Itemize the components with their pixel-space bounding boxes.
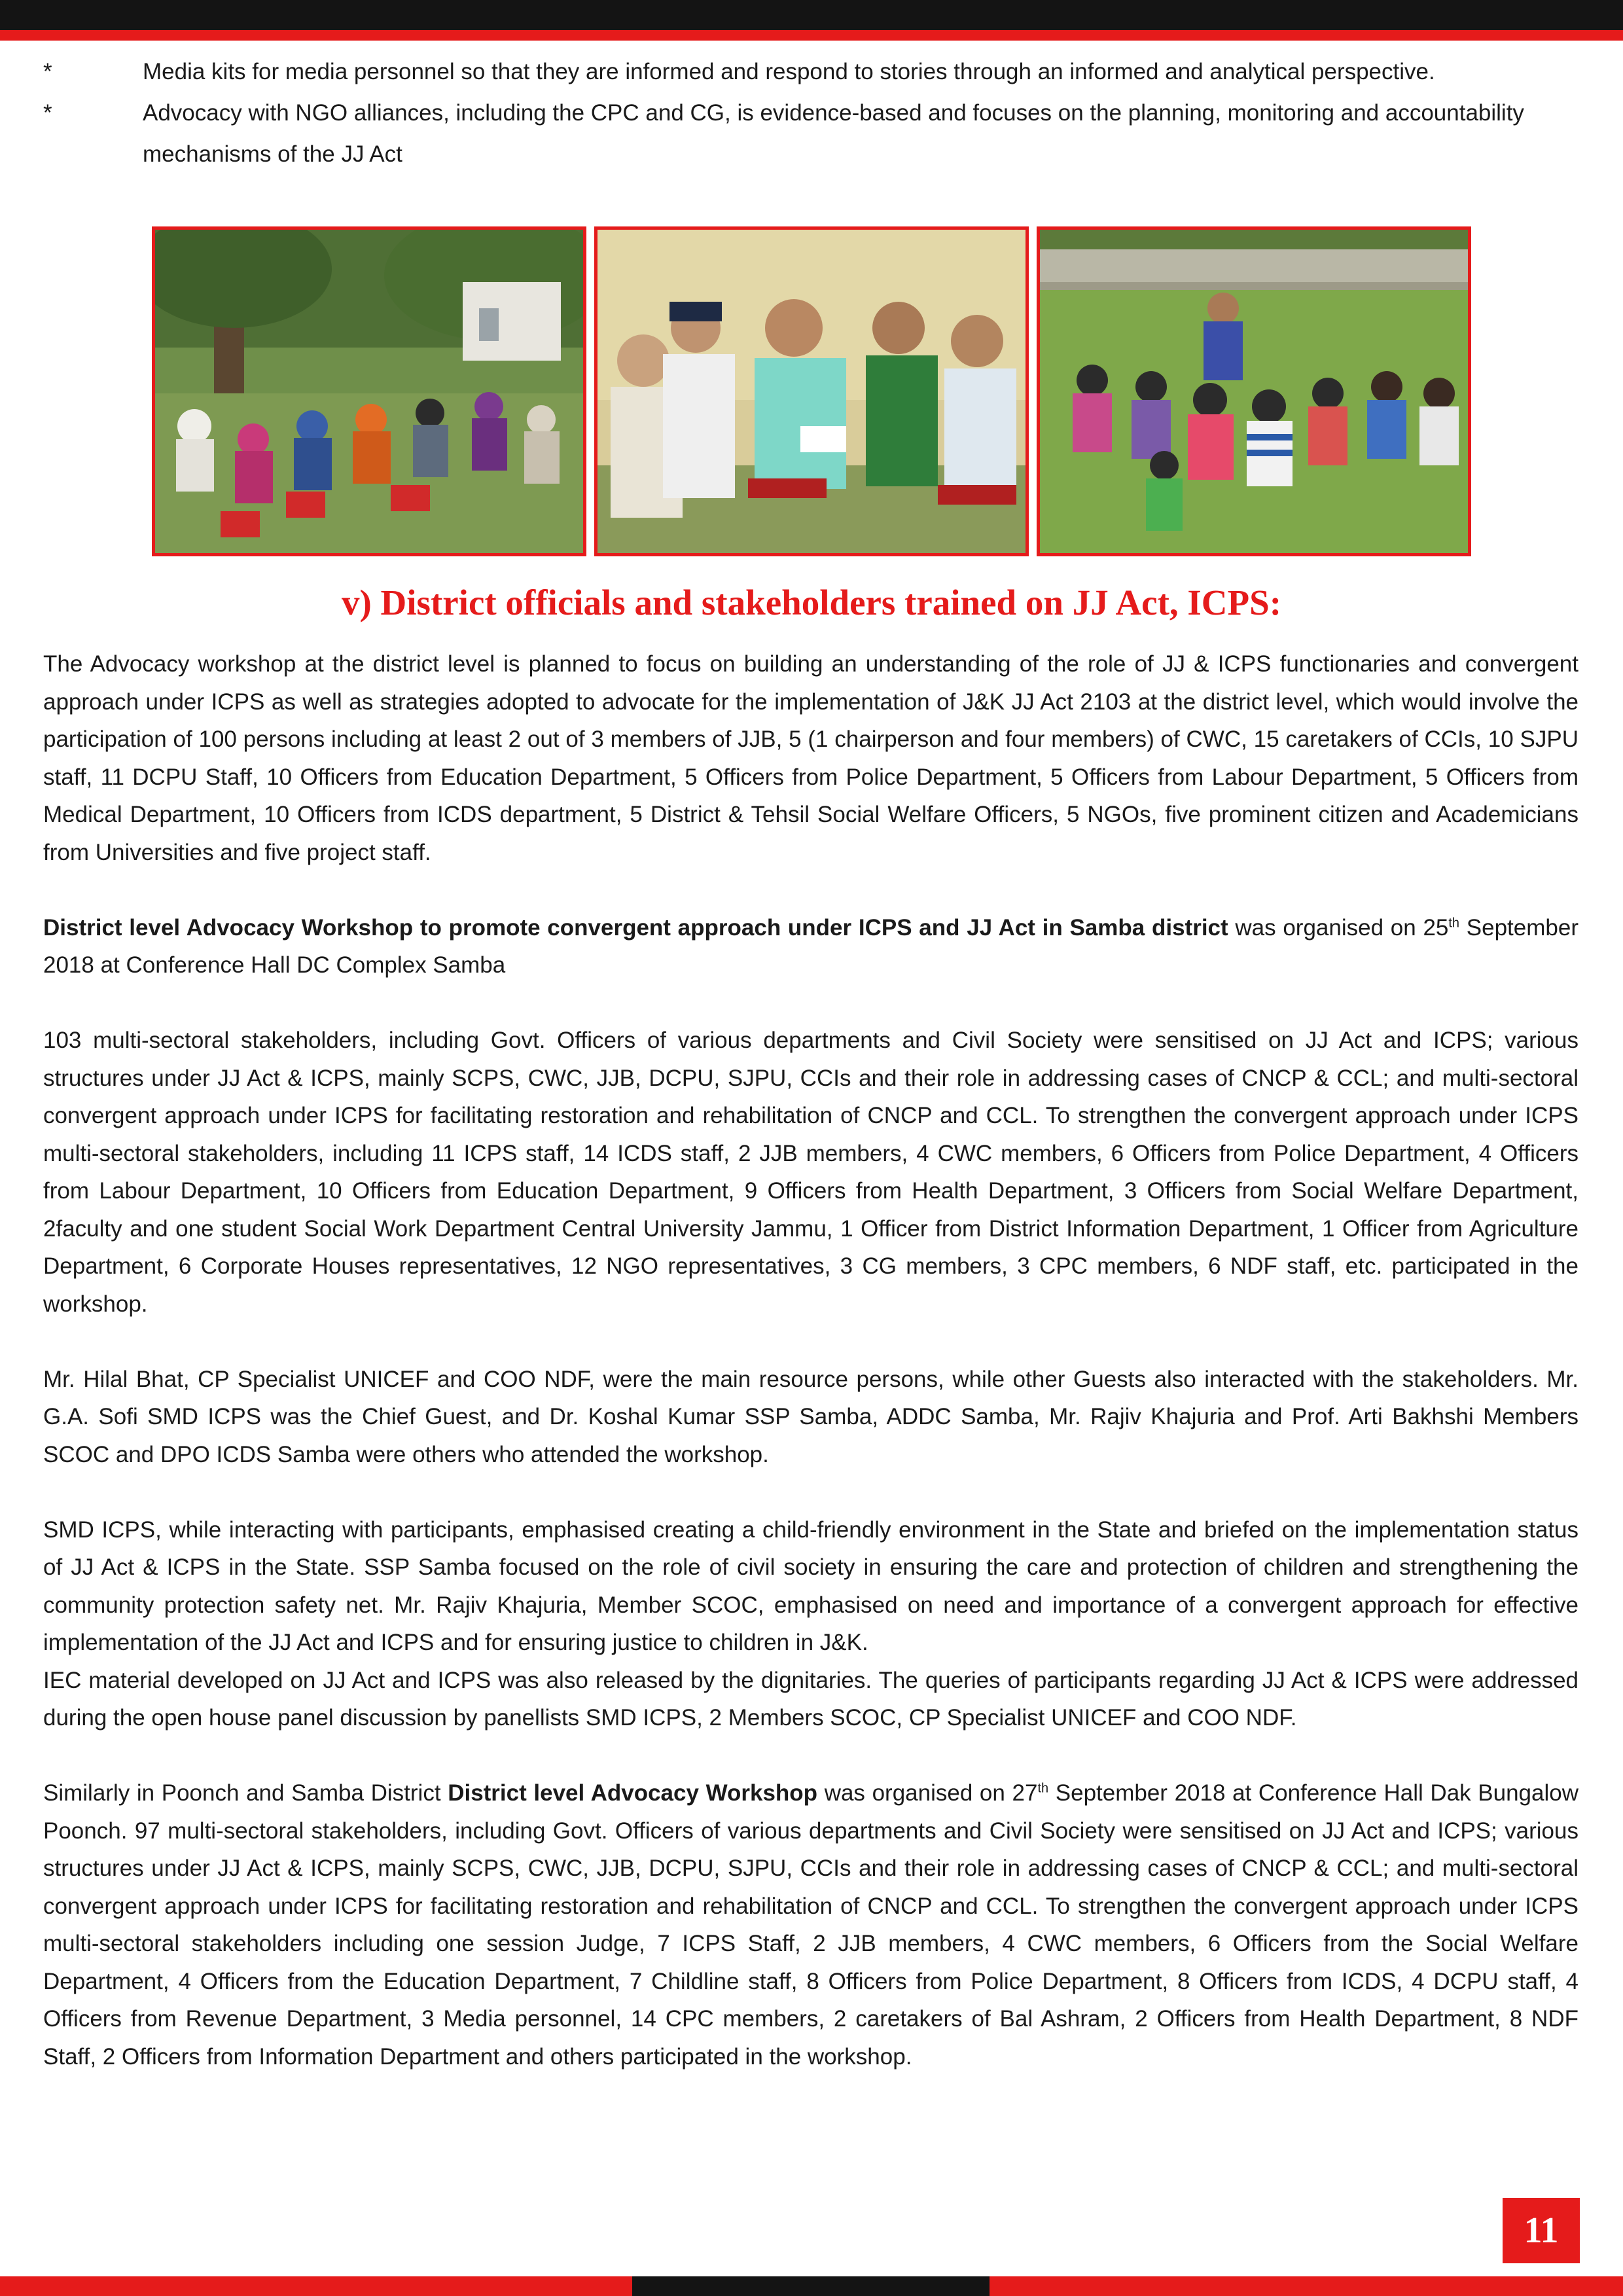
- paragraph-workshop-plan: The Advocacy workshop at the district level is planned to focus on building an understanding of the role of JJ & ICPS functionaries and convergent approach under ICPS as well as strategies adopted to advocate for the implementation of J&K JJ Act 2103 at the district level, which would involve the participation of 100 persons including at least 2 out of 3 members of JJB, 5 (1 chairperson and four members) of CWC, 15 caretakers of CCIs, 10 SJPU staff, 11 DCPU Staff, 10 Officers from Education Department, 5 Officers from Police Department, 5 Officers from Labour Department, 5 Officers from Medical Department, 10 Officers from ICDS department, 5 District & Tehsil Social Welfare Officers, 5 NGOs, five prominent citizen and Academicians from Universities and five project staff.: [43, 651, 1578, 865]
- bullet-text: Advocacy with NGO alliances, including the CPC and CG, is evidence-based and focuses on the planning, monitoring and accountability mechanisms of the JJ Act: [143, 100, 1524, 167]
- text-fragment: September 2018 at Conference Hall Dak Bungalow Poonch. 97 multi-sectoral stakeholders, including Govt. Officers of various departments and Civil Society were sensitised on JJ Act and ICPS; various structures under JJ Act & ICPS, mainly SCPS, CWC, JJB, DCPU, SJPU, CCIs and their role in addressing cases of CNCP & CCL; and multi-sectoral convergent approach under ICPS for facilitating restoration and rehabilitation of CNCP and CCL. To strengthen the convergent approach under ICPS multi-sectoral stakeholders including one session Judge, 7 ICPS Staff, 2 JJB members, 4 CWC members, 6 Officers from the Social Welfare Department, 4 Officers from the Education Department, 7 Childline staff, 8 Officers from Police Department, 8 Officers from ICDS, 4 DCPU staff, 4 Officers from Revenue Department, 3 Media personnel, 14 CPC members, 2 caretakers of Bal Ashram, 2 Officers from Health Department, 8 NDF Staff, 2 Officers from Information Department and others participated in the workshop.: [43, 1780, 1579, 2070]
- photo-strip: [152, 226, 1469, 558]
- seated-men-discussion-photo: [594, 226, 1029, 556]
- date-day: 25: [1423, 914, 1449, 941]
- bullet-marker: *: [43, 59, 52, 84]
- text-fragment: September 2018 at Conference Hall DC Complex Samba: [43, 914, 1578, 978]
- bottom-dark-bar: [632, 2276, 990, 2296]
- paragraph-iec-material: IEC material developed on JJ Act and ICPS was also released by the dignitaries. The queries of participants regarding JJ Act & ICPS were addressed during the open house panel discussion by panellists SMD ICPS, 2 Members SCOC, CP Specialist UNICEF and COO NDF.: [43, 1667, 1578, 1731]
- poonch-workshop-title: District level Advocacy Workshop: [448, 1780, 818, 1806]
- paragraph-smd-remarks: SMD ICPS, while interacting with participants, emphasised creating a child-friendly environment in the State and briefed on the implementation status of JJ Act & ICPS in the State. SSP Samba focused on the role of civil society in ensuring the care and protection of children and strengthening the community protection safety net. Mr. Rajiv Khajuria, Member SCOC, emphasised on need and importance of a convergent approach for effective implementation of the JJ Act and ICPS and for ensuring justice to children in J&K.: [43, 1516, 1578, 1655]
- samba-workshop-title: District level Advocacy Workshop to promote convergent approach under ICPS and JJ Act in Samba district: [43, 914, 1228, 941]
- section-body: [43, 645, 1578, 2113]
- top-accent-bar: [0, 30, 1623, 41]
- top-dark-bar: [0, 0, 1623, 30]
- section-heading: v) District officials and stakeholders trained on JJ Act, ICPS:: [341, 583, 1282, 622]
- paragraph-samba-participants: 103 multi-sectoral stakeholders, including Govt. Officers of various departments and Civil Society were sensitised on JJ Act and ICPS; various structures under JJ Act & ICPS, mainly SCPS, CWC, JJB, DCPU, SJPU, CCIs and their role in addressing cases of CNCP & CCL; and multi-sectoral convergent approach under ICPS for facilitating restoration and rehabilitation of CNCP and CCL. To strengthen the convergent approach under ICPS multi-sectoral stakeholders, including 11 ICPS staff, 14 ICDS staff, 2 JJB members, 4 CWC members, 6 Officers from Police Department, 4 Officers from Labour Department, 10 Officers from Education Department, 9 Officers from Health Department, 3 Officers from Social Welfare Department, 2faculty and one student Social Work Department Central University Jammu, 1 Officer from District Information Department, 1 Officer from Agriculture Department, 6 Corporate Houses representatives, 12 NGO representatives, 3 CG members, 3 CPC members, 6 NDF staff, etc. participated in the workshop.: [43, 1028, 1578, 1317]
- paragraph-samba-workshop: [43, 909, 1578, 984]
- group-seated-on-lawn-photo: [1037, 226, 1471, 556]
- text-fragment: was organised on: [1228, 914, 1423, 941]
- bullet-marker: *: [43, 100, 52, 126]
- bullet-item: [43, 92, 1581, 175]
- text-fragment: was organised on: [817, 1780, 1012, 1806]
- bullet-list: [43, 51, 1581, 175]
- page-number: 11: [1503, 2198, 1580, 2263]
- text-fragment: Similarly in Poonch and Samba District: [43, 1780, 448, 1806]
- bullet-item: [43, 51, 1581, 92]
- outdoor-group-meeting-photo: [152, 226, 586, 556]
- date-ordinal: th: [1037, 1781, 1049, 1796]
- paragraph-resource-persons: Mr. Hilal Bhat, CP Specialist UNICEF and COO NDF, were the main resource persons, while other Guests also interacted with the stakeholders. Mr. G.A. Sofi SMD ICPS was the Chief Guest, and Dr. Koshal Kumar SSP Samba, ADDC Samba, Mr. Rajiv Khajuria and Prof. Arti Bakhshi Members SCOC and DPO ICDS Samba were others who attended the workshop.: [43, 1366, 1578, 1467]
- date-ordinal: th: [1448, 915, 1460, 930]
- date-day: 27: [1012, 1780, 1038, 1806]
- bullet-text: Media kits for media personnel so that they are informed and respond to stories through an informed and analytical perspective.: [143, 59, 1435, 84]
- paragraph-poonch-workshop: [43, 1774, 1578, 2075]
